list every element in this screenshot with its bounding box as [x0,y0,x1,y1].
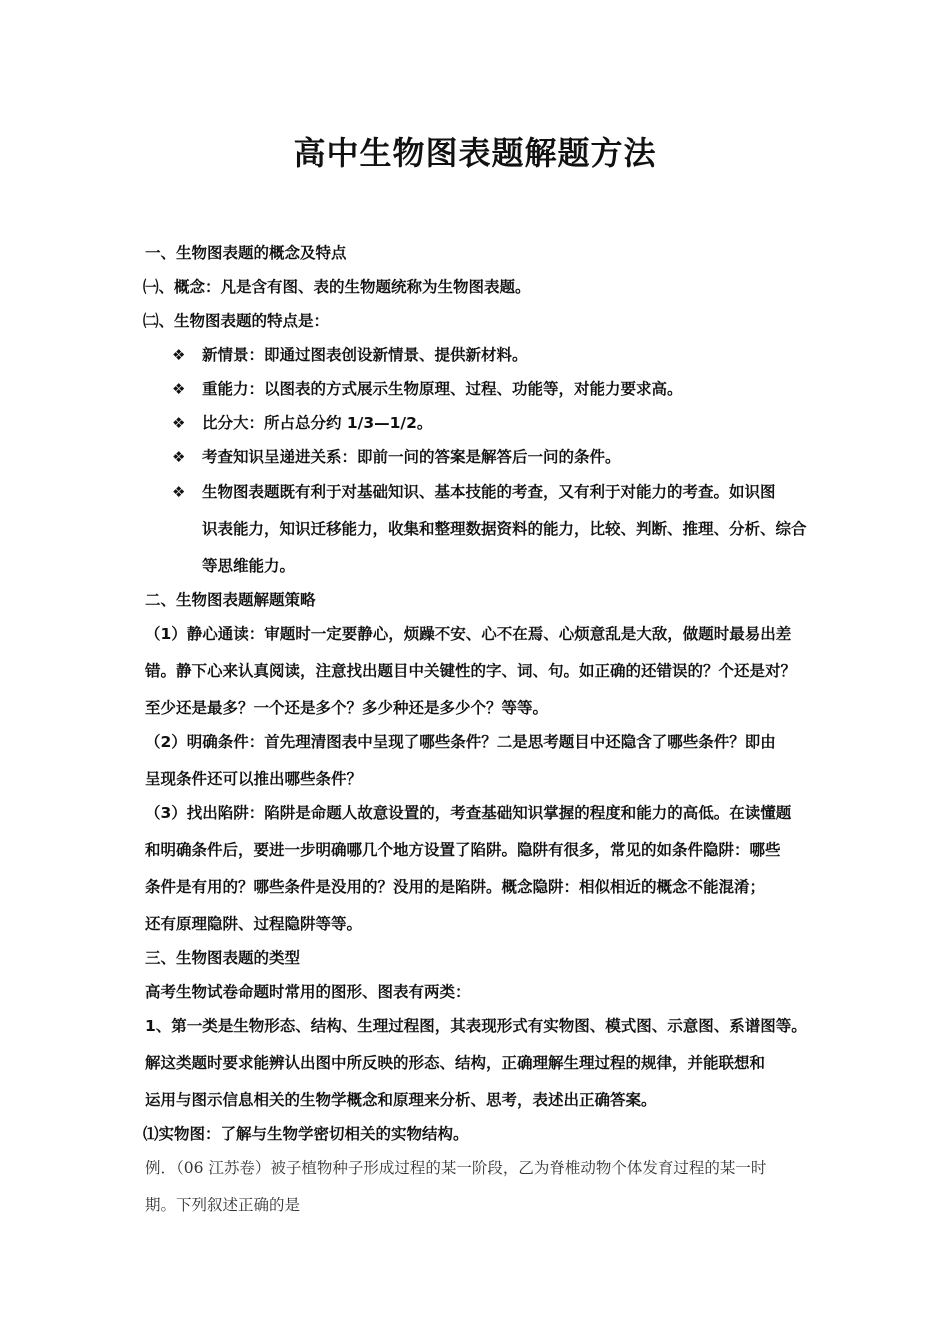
paragraph-line: 运用与图示信息相关的生物学概念和原理来分析、思考，表述出正确答案。 [145,1091,657,1109]
diamond-bullet-icon: ❖ [172,414,186,432]
bullet-item: 比分大：所占总分约 1/3—1/2。 [202,414,433,432]
diamond-bullet-icon: ❖ [172,380,186,398]
paragraph-line: ⑴实物图：了解与生物学密切相关的实物结构。 [143,1125,469,1143]
paragraph-line: 呈现条件还可以推出哪些条件？ [145,770,363,788]
section2-heading: 二、生物图表题解题策略 [145,591,316,609]
section1-heading: 一、生物图表题的概念及特点 [145,244,347,262]
paragraph-line: 至少还是最多？一个还是多个？多少种还是多少个？等等。 [145,699,549,717]
bullet-item: 新情景：即通过图表创设新情景、提供新材料。 [202,346,528,364]
diamond-bullet-icon: ❖ [172,483,186,501]
bullet-item: 重能力：以图表的方式展示生物原理、过程、功能等，对能力要求高。 [202,380,683,398]
paragraph-line: 解这类题时要求能辨认出图中所反映的形态、结构，正确理解生理过程的规律，并能联想和 [145,1054,766,1072]
paragraph-line: 错。静下心来认真阅读，注意找出题目中关键性的字、词、句。如正确的还错误的？个还是对？ [145,662,797,680]
bullet-item: 考查知识呈递进关系：即前一问的答案是解答后一问的条件。 [202,448,621,466]
paragraph-line: 和明确条件后，要进一步明确哪几个地方设置了陷阱。隐阱有很多，常见的如条件隐阱：哪些 [145,841,781,859]
paragraph-line: 还有原理隐阱、过程隐阱等等。 [145,915,363,933]
section3-heading: 三、生物图表题的类型 [145,949,301,967]
diamond-bullet-icon: ❖ [172,448,186,466]
bullet-item: 生物图表题既有利于对基础知识、基本技能的考查，又有利于对能力的考查。如识图 [202,483,776,501]
paragraph-line: 1、第一类是生物形态、结构、生理过程图，其表现形式有实物图、模式图、示意图、系谱图等。 [145,1017,807,1035]
paragraph-line: （3）找出陷阱：陷阱是命题人故意设置的，考查基础知识掌握的程度和能力的高低。在读懂题 [145,804,792,822]
example-line: 例．（06 江苏卷）被子植物种子形成过程的某一阶段，乙为脊椎动物个体发育过程的某一时 [145,1159,767,1177]
diamond-bullet-icon: ❖ [172,346,186,364]
paragraph-line: （1）静心通读：审题时一定要静心，烦躁不安、心不在焉、心烦意乱是大敌，做题时最易出差 [145,625,792,643]
bullet-item-continuation: 等思维能力。 [202,557,296,575]
concept-line: ㈠、概念：凡是含有图、表的生物题统称为生物图表题。 [143,278,531,296]
paragraph-line: 高考生物试卷命题时常用的图形、图表有两类： [145,983,471,1001]
paragraph-line: （2）明确条件：首先理清图表中呈现了哪些条件？二是思考题目中还隐含了哪些条件？即由 [145,733,776,751]
paragraph-line: 条件是有用的？哪些条件是没用的？没用的是陷阱。概念隐阱：相似相近的概念不能混淆； [145,878,766,896]
bullet-item-continuation: 识表能力，知识迁移能力，收集和整理数据资料的能力，比较、判断、推理、分析、综合 [202,520,807,538]
features-heading: ㈡、生物图表题的特点是： [143,312,330,330]
example-line: 期。下列叙述正确的是 [145,1196,301,1214]
page-title: 高中生物图表题解题方法 [293,134,657,172]
